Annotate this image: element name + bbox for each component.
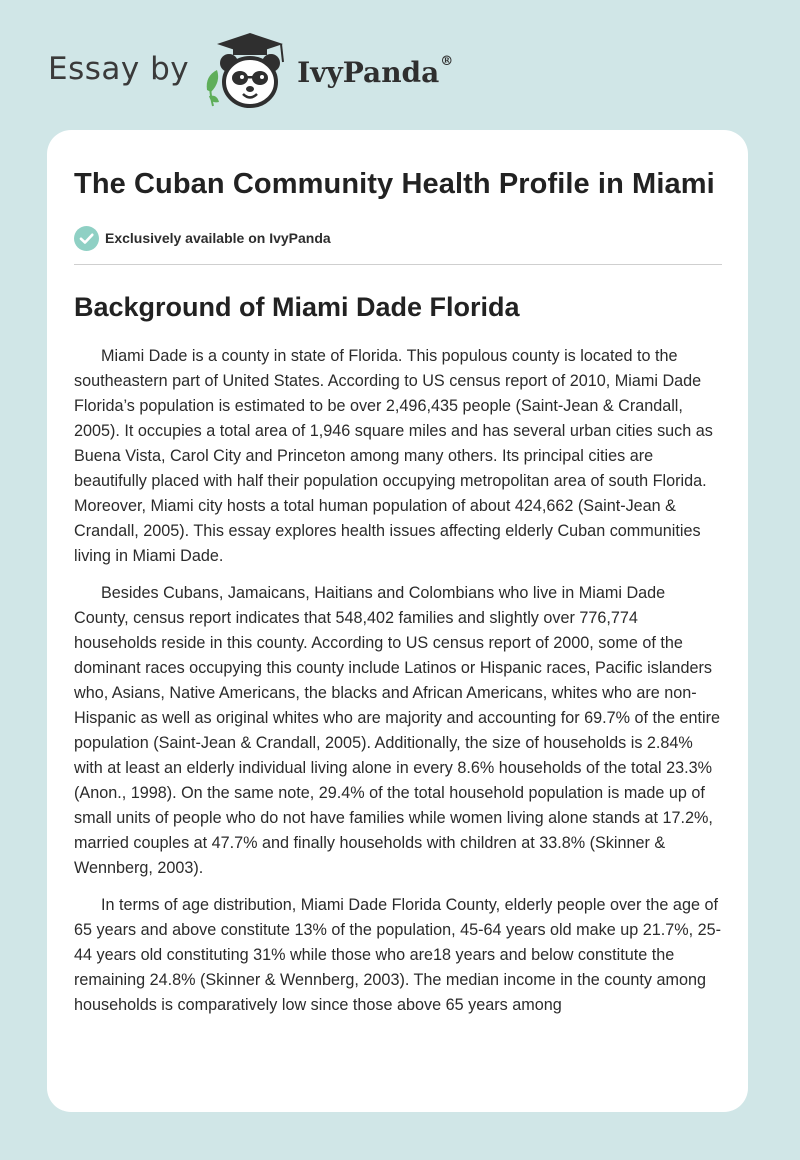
title-divider <box>74 264 722 265</box>
trademark-symbol: ® <box>440 53 454 69</box>
body-paragraph: In terms of age distribution, Miami Dade Florida County, elderly people over the age of 65 years and above constitute 13% of the population, 45-64 years old make up 21.7%, 25-44 years old constituting 31% while those who are18 years and below constitute the remaining 24.8% (Skinner & Wennberg, 2003). The median income in the county among households is comparatively low since those above 65 years among <box>74 896 722 1014</box>
ivypanda-logo-link[interactable] <box>203 30 453 110</box>
body-paragraph: Miami Dade is a county in state of Florida. This populous county is located to the southeastern part of United States. According to US census report of 2010, Miami Dade Florida’s population is estimated to be over 2,496,435 people (Saint-Jean & Crandall, 2005). It occupies a total area of 1,946 square miles and has several urban cities such as Buena Vista, Carol City and Princeton among many others. Its principal cities are beautifully placed with half their population occupying metropolitan area of south Florida. Moreover, Miami city hosts a total human population of about 424,662 (Saint-Jean & Crandall, 2005). This essay explores health issues affecting elderly Cuban communities living in Miami Dade. <box>74 347 713 565</box>
checkmark-circle-icon <box>74 226 99 251</box>
exclusive-badge-text: Exclusively available on IvyPanda <box>105 230 331 246</box>
brand-name: IvyPanda® <box>297 53 454 89</box>
article-title: The Cuban Community Health Profile in Miami <box>74 168 715 200</box>
site-header <box>48 30 453 110</box>
article-card <box>47 130 748 1112</box>
section-heading: Background of Miami Dade Florida <box>74 292 520 322</box>
body-paragraph: Besides Cubans, Jamaicans, Haitians and Colombians who live in Miami Dade County, census report indicates that 548,402 families and slightly over 776,774 households reside in this county. According to US census report of 2000, some of the dominant races occupying this county include Latinos or Hispanic races, Pacific islanders who, Asians, Native Americans, the blacks and African Americans, whites who are non-Hispanic as well as original whites who are majority and accounting for 69.7% of the entire population (Saint-Jean & Crandall, 2005). Additionally, the size of households is 2.84% with at least an elderly individual living alone in every 8.6% households of the total 23.3% (Anon., 1998). On the same note, 29.4% of the total household population is made up of small units of people who do not have families while women living alone stands at 17.2%, married couples at 47.7% and finally households with children at 33.8% (Skinner & Wennberg, 2003). <box>74 584 721 877</box>
exclusive-badge <box>74 224 722 252</box>
panda-graduate-logo-icon <box>203 30 293 110</box>
essay-by-label: Essay by <box>48 51 190 87</box>
